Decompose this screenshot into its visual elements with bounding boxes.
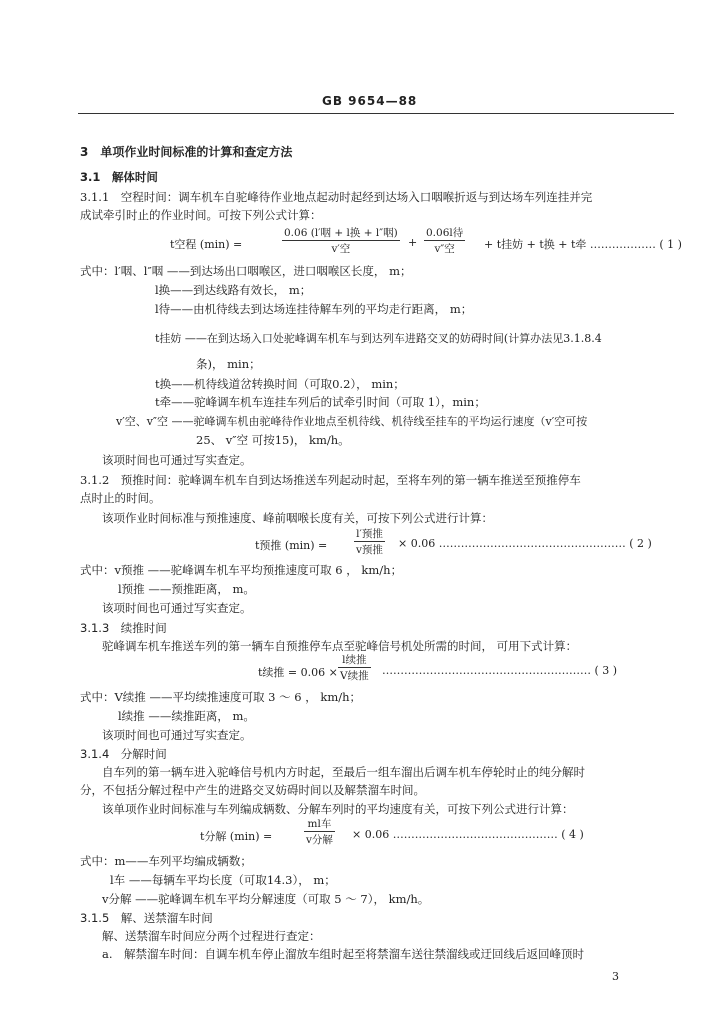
fraction-denominator: v分解 <box>306 834 333 846</box>
header-rule <box>78 113 674 114</box>
formula-1-plus: + <box>408 236 418 249</box>
fraction-denominator: v′空 <box>331 243 351 255</box>
paragraph-3-1-2-line: 该项作业时间标准与预推速度、峰前咽喉长度有关，可按下列公式进行计算： <box>102 511 493 525</box>
fraction-numerator: l′预推 <box>356 528 383 540</box>
where-line: l车 ——每辆车平均长度（可取14.3）， m； <box>110 873 336 887</box>
note-line: 该项时间也可通过写实查定。 <box>102 601 252 615</box>
where-line: l预推 ——预推距离， m。 <box>118 582 255 596</box>
where-line: l换——到达线路有效长， m； <box>155 283 312 297</box>
where-line: 式中：V续推 ——平均续推速度可取 3 ～ 6 ， km/h； <box>80 690 362 704</box>
paragraph-3-1-4-line: 自车列的第一辆车进入驼峰信号机内方时起，至最后一组车溜出后调车机车停轮时止的纯分解时 <box>102 765 585 779</box>
page-number: 3 <box>612 970 619 983</box>
formula-3-lhs: t续推 = 0.06 × <box>258 666 338 679</box>
formula-3-tail: ………………………………………………… ( 3 ) <box>382 664 618 677</box>
subsection-3-1-title: 3.1 解体时间 <box>80 170 158 184</box>
subsection-3-1-5-title: 3.1.5 解、送禁溜车时间 <box>80 911 213 925</box>
fraction-numerator: 0.06 (l′咽 + l换 + l″咽) <box>284 227 398 239</box>
formula-2-lhs: t预推 (min) = <box>255 539 328 552</box>
where-line: l续推 ——续推距离， m。 <box>118 709 255 723</box>
fraction-denominator: V续推 <box>340 670 369 682</box>
where-line: t换——机待线道岔转换时间（可取0.2）， min； <box>155 377 405 391</box>
note-line: 该项时间也可通过写实查定。 <box>102 453 252 467</box>
where-line: 25、 v″空 可按15)， km/h。 <box>196 433 350 447</box>
formula-4-fraction <box>304 816 335 847</box>
paragraph-3-1-2-line: 3.1.2 预推时间：驼峰调车机车自到达场推送车列起动时起，至将车列的第一辆车推送至预推停车 <box>80 473 581 487</box>
where-line: t牵——驼峰调车机车连挂车列后的试牵引时间（可取 1），min； <box>155 395 486 409</box>
standard-code-header: GB 9654—88 <box>322 94 418 108</box>
fraction-numerator: 0.06l待 <box>426 227 464 239</box>
paragraph-3-1-2-line: 点时止的时间。 <box>80 491 161 505</box>
subsection-3-1-3-title: 3.1.3 续推时间 <box>80 621 167 635</box>
where-line: 条)， min； <box>196 357 261 371</box>
where-line: v分解 ——驼峰调车机车平均分解速度（可取 5 ～ 7）， km/h。 <box>102 892 430 906</box>
paragraph-3-1-5-line: 解、送禁溜车时间应分两个过程进行查定： <box>102 929 321 943</box>
subsection-3-1-4-title: 3.1.4 分解时间 <box>80 747 167 761</box>
where-line: 式中：m——车列平均编成辆数； <box>80 854 252 868</box>
fraction-numerator: ml车 <box>307 818 332 830</box>
fraction-denominator: v预推 <box>356 544 383 556</box>
fraction-numerator: l续推 <box>342 654 367 666</box>
where-line: 式中：v预推 ——驼峰调车机车平均预推速度可取 6 ， km/h； <box>80 563 403 577</box>
where-line: v′空、v″空 ——驼峰调车机由驼峰待作业地点至机待线、机待线至挂车的平均运行速度（v′空可按 <box>116 415 588 428</box>
formula-2-fraction <box>354 526 385 557</box>
paragraph-3-1-1-line: 3.1.1 空程时间：调车机车自驼峰待作业地点起动时起经到达场入口咽喉折返与到达场车列连挂并完 <box>80 190 593 204</box>
formula-3-fraction <box>338 652 371 683</box>
paragraph-3-1-1-line: 成试牵引时止的作业时间。可按下列公式计算： <box>80 208 322 222</box>
formula-4-tail: × 0.06 ……………………………………… ( 4 ) <box>352 828 584 841</box>
formula-2-tail: × 0.06 …………………………………………… ( 2 ) <box>398 537 652 550</box>
fraction-denominator: v″空 <box>434 243 455 255</box>
formula-1-tail: + t挂妨 + t换 + t牵 ……………… ( 1 ) <box>484 238 682 251</box>
paragraph-3-1-5-line: a. 解禁溜车时间：自调车机车停止溜放车组时起至将禁溜车送往禁溜线或迂回线后返回峰顶时 <box>102 947 585 961</box>
where-line: l待——由机待线去到达场连挂待解车列的平均走行距离， m； <box>155 302 473 316</box>
formula-1-lhs: t空程 (min) = <box>170 238 243 251</box>
paragraph-3-1-4-line: 该单项作业时间标准与车列编成辆数、分解车列时的平均速度有关，可按下列公式进行计算： <box>102 802 574 816</box>
where-line: 式中：l′咽、l″咽 ——到达场出口咽喉区，进口咽喉区长度， m； <box>80 264 412 278</box>
formula-1-fraction-b <box>424 225 465 256</box>
where-line: t挂妨 ——在到达场入口处驼峰调车机车与到达列车进路交叉的妨碍时间(计算办法见3.1.8.4 <box>155 332 602 345</box>
section-title: 3 单项作业时间标准的计算和查定方法 <box>80 145 293 159</box>
formula-1-fraction-a <box>282 225 400 256</box>
note-line: 该项时间也可通过写实查定。 <box>102 728 252 742</box>
paragraph-3-1-3-line: 驼峰调车机车推送车列的第一辆车自预推停车点至驼峰信号机处所需的时间， 可用下式计算： <box>102 639 578 653</box>
paragraph-3-1-4-line: 分，不包括分解过程中产生的进路交叉妨碍时间以及解禁溜车时间。 <box>80 783 425 797</box>
formula-4-lhs: t分解 (min) = <box>200 830 273 843</box>
